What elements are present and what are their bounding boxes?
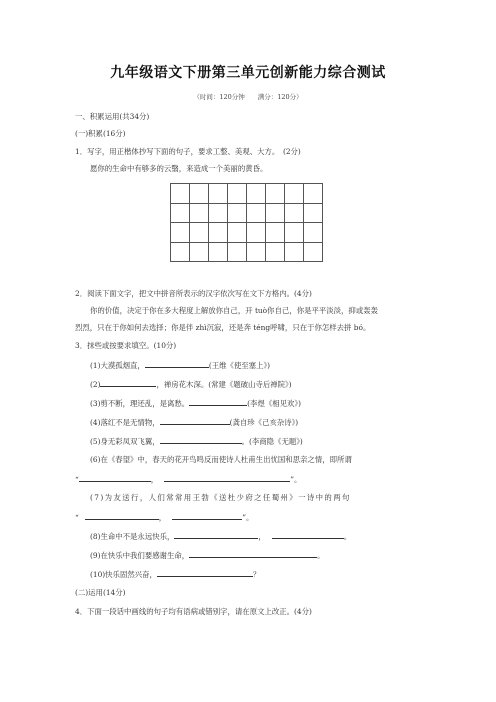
grid-cell[interactable] [190, 184, 209, 204]
fill-item-6-answer [75, 474, 301, 484]
grid-cell[interactable] [171, 223, 190, 243]
answer-blank[interactable] [164, 474, 290, 482]
grid-cell[interactable] [190, 242, 209, 262]
question-2-prompt: 2．阅读下面文字，把文中拼音所表示的汉字依次写在文下方格内。(4分) [75, 289, 312, 298]
fill-item-text: (4)落红不是无情物， [90, 418, 160, 427]
fill-item-8 [90, 531, 351, 541]
answer-blank[interactable] [272, 531, 344, 539]
quote-open: “ [75, 475, 79, 484]
quote-close: ”。 [290, 475, 302, 484]
grid-cell[interactable] [285, 184, 304, 204]
grid-cell[interactable] [304, 242, 323, 262]
page-subtitle: （时间：120分钟 满分：120分） [193, 93, 303, 101]
fill-item-text: (10)快乐固然兴奋， [90, 570, 157, 579]
grid-cell[interactable] [209, 223, 228, 243]
question-1-sentence: 愿你的生命中有够多的云翳，来造成一个美丽的黄昏。 [90, 164, 268, 173]
grid-cell[interactable] [266, 203, 285, 223]
quote-open: “ [75, 513, 79, 522]
grid-cell[interactable] [304, 223, 323, 243]
answer-blank[interactable] [160, 436, 242, 444]
fill-item-text: (5)身无彩凤双飞翼， [90, 437, 160, 446]
question-mark: ？ [252, 570, 261, 579]
page-title: 九年级语文下册第三单元创新能力综合测试 [110, 65, 386, 81]
fill-item-1 [90, 360, 270, 370]
grid-cell[interactable] [304, 184, 323, 204]
fill-item-2 [90, 379, 292, 389]
answer-blank[interactable] [157, 569, 253, 577]
subsection-heading-2: (二)运用(14分) [75, 588, 126, 597]
question-2-text-line1: 你的价值，决定于你在多大程度上解放你自己，开 tuò你自己，你是平平淡淡，抑或轰轰 [90, 306, 378, 315]
grid-cell[interactable] [285, 242, 304, 262]
grid-cell[interactable] [228, 242, 247, 262]
grid-cell[interactable] [228, 184, 247, 204]
comma: ， [158, 513, 167, 522]
question-4-prompt: 4．下面一段话中画线的句子均有语病或错别字，请在原文上改正。(4分) [75, 607, 312, 616]
grid-cell[interactable] [285, 223, 304, 243]
grid-row [171, 203, 323, 223]
fill-item-3 [90, 398, 301, 408]
grid-cell[interactable] [209, 203, 228, 223]
fill-item-text: (3)剪不断，理还乱，是离愁。 [90, 399, 190, 408]
answer-blank[interactable] [174, 531, 258, 539]
grid-row [171, 184, 323, 204]
grid-cell[interactable] [190, 223, 209, 243]
grid-cell[interactable] [247, 184, 266, 204]
fill-item-10 [90, 569, 260, 579]
fill-item-source: ，禅房花木深。(常建《题破山寺后禅院》) [156, 380, 292, 389]
period: 。 [317, 551, 325, 560]
question-2-text-line2: 烈烈，只在于你如何去选择；你是伴 zhì沉寂，还是奔 téng呼啸，只在于你怎样去拼 bó。 [75, 323, 371, 332]
grid-cell[interactable] [247, 223, 266, 243]
answer-blank[interactable] [189, 398, 247, 406]
grid-cell[interactable] [228, 203, 247, 223]
grid-cell[interactable] [171, 242, 190, 262]
period: 。 [343, 532, 352, 541]
fill-item-text: (1)大漠孤烟直， [90, 361, 145, 370]
answer-blank[interactable] [85, 512, 159, 520]
answer-blank[interactable] [160, 417, 230, 425]
grid-cell[interactable] [304, 203, 323, 223]
fill-item-7-answer [75, 512, 253, 522]
answer-blank[interactable] [189, 550, 317, 558]
grid-cell[interactable] [266, 184, 285, 204]
answer-blank[interactable] [145, 360, 209, 368]
fill-item-source: (龚自珍《己亥杂诗》) [229, 418, 299, 427]
grid-cell[interactable] [209, 242, 228, 262]
fill-item-source: 。(李商隐《无题》) [241, 437, 303, 446]
answer-blank[interactable] [79, 474, 151, 482]
grid-cell[interactable] [247, 203, 266, 223]
answer-blank[interactable] [172, 512, 242, 520]
question-1-prompt: 1．写字，用正楷体抄写下面的句子，要求工整、美观、大方。 (2分) [75, 147, 301, 156]
fill-item-text: (9)在快乐中我们要感谢生命， [90, 551, 190, 560]
grid-cell[interactable] [285, 203, 304, 223]
grid-row [171, 223, 323, 243]
fill-item-4 [90, 417, 298, 427]
grid-cell[interactable] [190, 203, 209, 223]
subsection-heading: (一)积累(16分) [75, 129, 126, 138]
answer-blank[interactable] [100, 379, 156, 387]
comma: ， [150, 475, 159, 484]
fill-item-text: (2) [90, 380, 101, 389]
grid-cell[interactable] [266, 223, 285, 243]
grid-cell[interactable] [266, 242, 285, 262]
grid-cell[interactable] [171, 184, 190, 204]
grid-cell[interactable] [228, 223, 247, 243]
fill-item-6-text: (6)在《春望》中，春天的花开鸟鸣反而使诗人杜甫生出忧国和思亲之情，即所谓 [90, 455, 352, 464]
grid-row [171, 242, 323, 262]
fill-item-9 [90, 550, 325, 560]
grid-cell[interactable] [171, 203, 190, 223]
grid-cell[interactable] [247, 242, 266, 262]
section-heading: 一、积累运用(共34分) [75, 112, 150, 121]
grid-cell[interactable] [209, 184, 228, 204]
fill-item-7-text: (7)为友送行，人们常常用王勃《送杜少府之任蜀州》一诗中的两句 [90, 493, 351, 502]
quote-close: ”。 [242, 513, 254, 522]
fill-item-text: (8)生命中不是永远快乐， [90, 532, 175, 541]
fill-item-source: (李煜《相见欢》) [247, 399, 301, 408]
question-3-prompt: 3．抹些或按要求填空。(10分) [75, 341, 177, 350]
fill-item-source: (王维《使至塞上》) [208, 361, 271, 370]
fill-item-5 [90, 436, 303, 446]
writing-grid [170, 183, 323, 262]
comma: ， [258, 532, 266, 541]
